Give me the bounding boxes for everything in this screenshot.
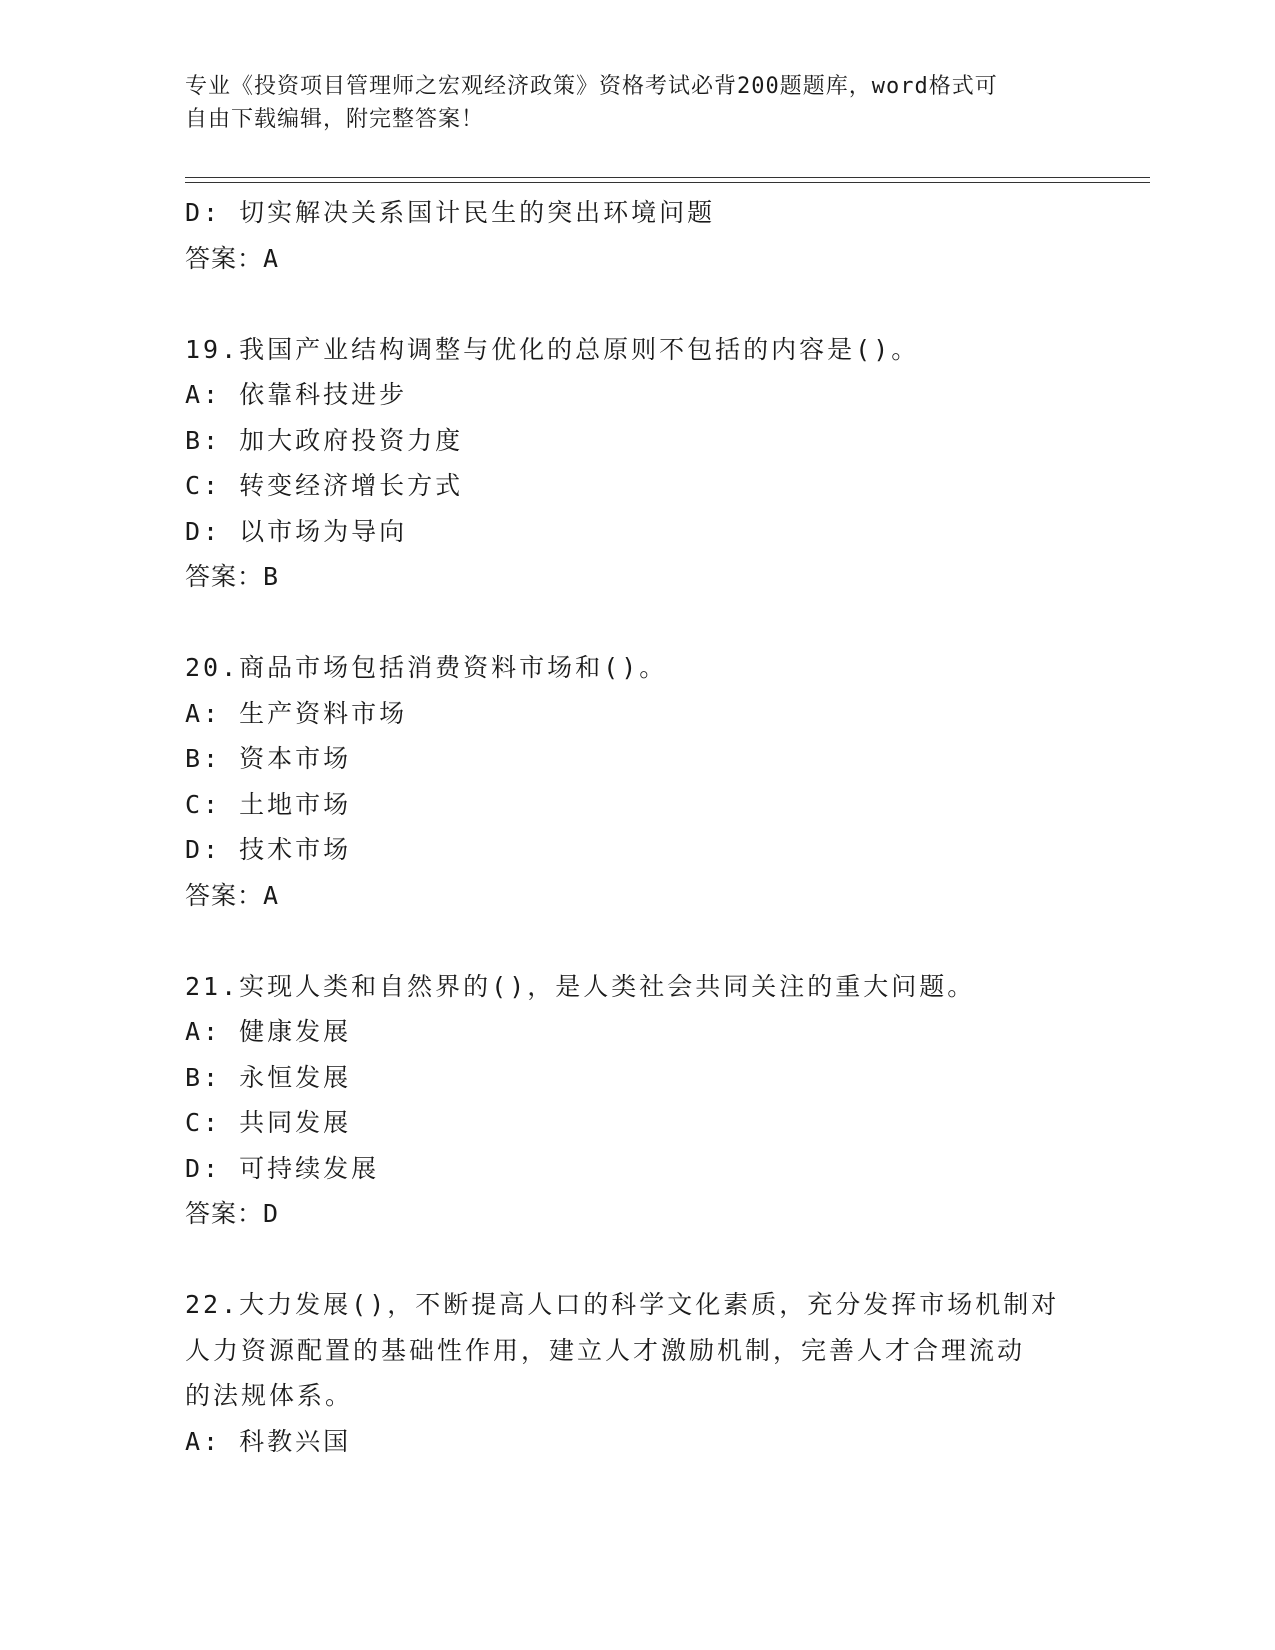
option-a: A: 健康发展 xyxy=(185,1017,352,1046)
header-divider-bottom xyxy=(185,182,1150,183)
spacer xyxy=(185,918,1085,964)
question-stem-line-2: 人力资源配置的基础性作用，建立人才激励机制，完善人才合理流动 xyxy=(185,1335,1026,1365)
header-divider-top xyxy=(185,177,1150,178)
question-21 xyxy=(185,964,1085,1237)
question-stem: 21.实现人类和自然界的()，是人类社会共同关注的重大问题。 xyxy=(185,971,976,1001)
option-a: A: 依靠科技进步 xyxy=(185,380,408,409)
question-stem-line-1: 22.大力发展()，不断提高人口的科学文化素质，充分发挥市场机制对 xyxy=(185,1290,1060,1319)
answer: 答案：A xyxy=(185,880,280,910)
option-b: B: 资本市场 xyxy=(185,744,352,773)
question-stem-line-3: 的法规体系。 xyxy=(185,1381,354,1410)
document-header xyxy=(185,70,1065,136)
question-18-tail xyxy=(185,190,1085,281)
answer: 答案：B xyxy=(185,562,280,591)
option-c: C: 转变经济增长方式 xyxy=(185,471,464,500)
option-d: D: 切实解决关系国计民生的突出环境问题 xyxy=(185,198,716,227)
question-list xyxy=(185,190,1085,1464)
option-b: B: 永恒发展 xyxy=(185,1062,352,1092)
option-c: C: 土地市场 xyxy=(185,789,352,819)
spacer xyxy=(185,281,1085,327)
option-c: C: 共同发展 xyxy=(185,1108,352,1137)
question-stem: 20.商品市场包括消费资料市场和()。 xyxy=(185,653,668,682)
option-d: D: 可持续发展 xyxy=(185,1153,380,1183)
option-d: D: 以市场为导向 xyxy=(185,516,408,546)
header-line-1: 专业《投资项目管理师之宏观经济政策》资格考试必背200题题库，word格式可 xyxy=(185,74,998,99)
spacer xyxy=(185,600,1085,646)
option-d: D: 技术市场 xyxy=(185,835,352,864)
option-a: A: 科教兴国 xyxy=(185,1426,352,1456)
header-line-2: 自由下载编辑，附完整答案！ xyxy=(185,107,485,132)
answer: 答案：D xyxy=(185,1199,280,1228)
question-stem: 19.我国产业结构调整与优化的总原则不包括的内容是()。 xyxy=(185,334,920,364)
question-22 xyxy=(185,1282,1085,1464)
answer: 答案：A xyxy=(185,243,280,273)
option-b: B: 加大政府投资力度 xyxy=(185,425,464,455)
question-20 xyxy=(185,645,1085,918)
option-a: A: 生产资料市场 xyxy=(185,698,408,728)
question-19 xyxy=(185,327,1085,600)
spacer xyxy=(185,1237,1085,1283)
